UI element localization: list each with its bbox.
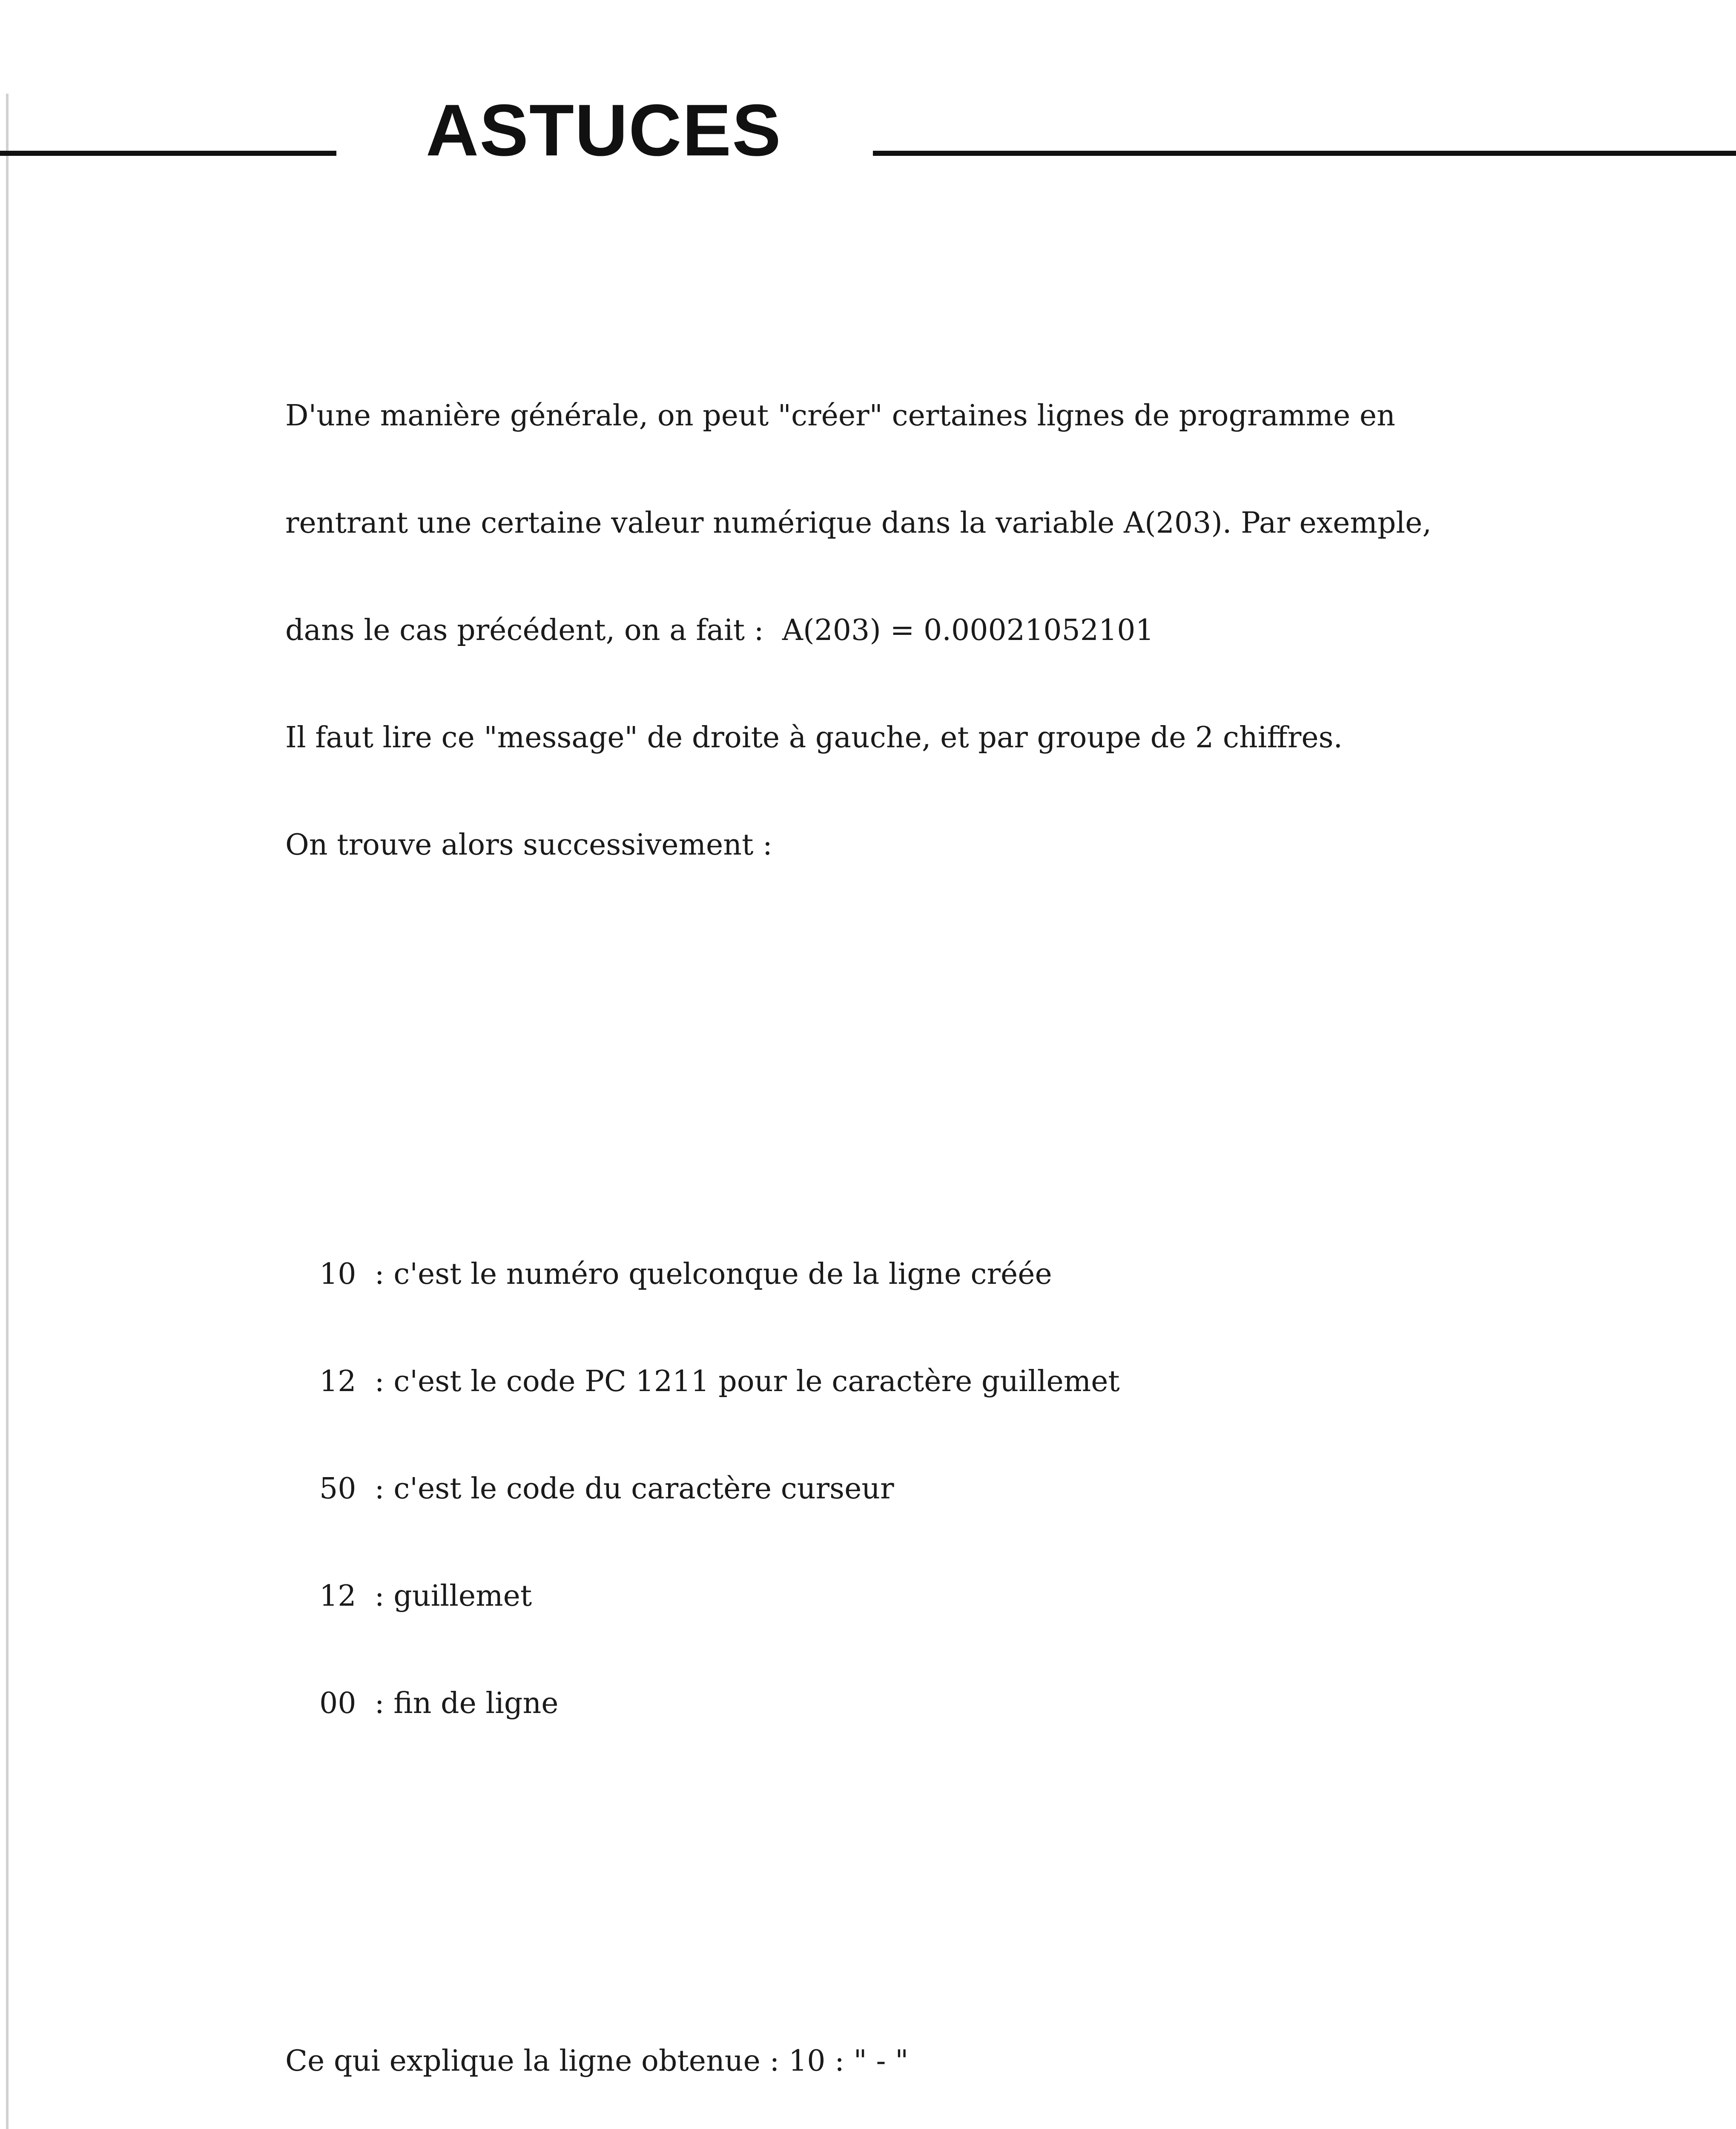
page-title: ASTUCES [426, 89, 782, 171]
intro-line: D'une manière générale, on peut "créer" certaines lignes de programme en [285, 399, 1395, 433]
code-list [285, 1185, 1686, 1793]
list-item: 10 : c'est le numéro quelconque de la ligne créée [319, 1257, 1052, 1291]
intro-line: On trouve alors successivement : [285, 828, 772, 862]
intro-line: rentrant une certaine valeur numérique dans la variable A(203). Par exemple, [285, 506, 1432, 540]
list-item: 12 : guillemet [319, 1579, 532, 1613]
explanation-line: Ce qui explique la ligne obtenue : 10 : " - " [285, 2044, 909, 2078]
intro-line: Il faut lire ce "message" de droite à gauche, et par groupe de 2 chiffres. [285, 721, 1343, 755]
document-body [285, 219, 1686, 2129]
header-rule-left [0, 151, 336, 156]
list-item: 50 : c'est le code du caractère curseur [319, 1472, 894, 1506]
header-rule-right [873, 151, 1736, 156]
list-item: 12 : c'est le code PC 1211 pour le caractère guillemet [319, 1365, 1120, 1398]
list-item: 00 : fin de ligne [319, 1687, 559, 1720]
scan-edge-shadow [6, 94, 9, 2129]
intro-paragraph [285, 327, 1686, 935]
intro-line: dans le cas précédent, on a fait : A(203) = 0.00021052101 [285, 614, 1154, 647]
